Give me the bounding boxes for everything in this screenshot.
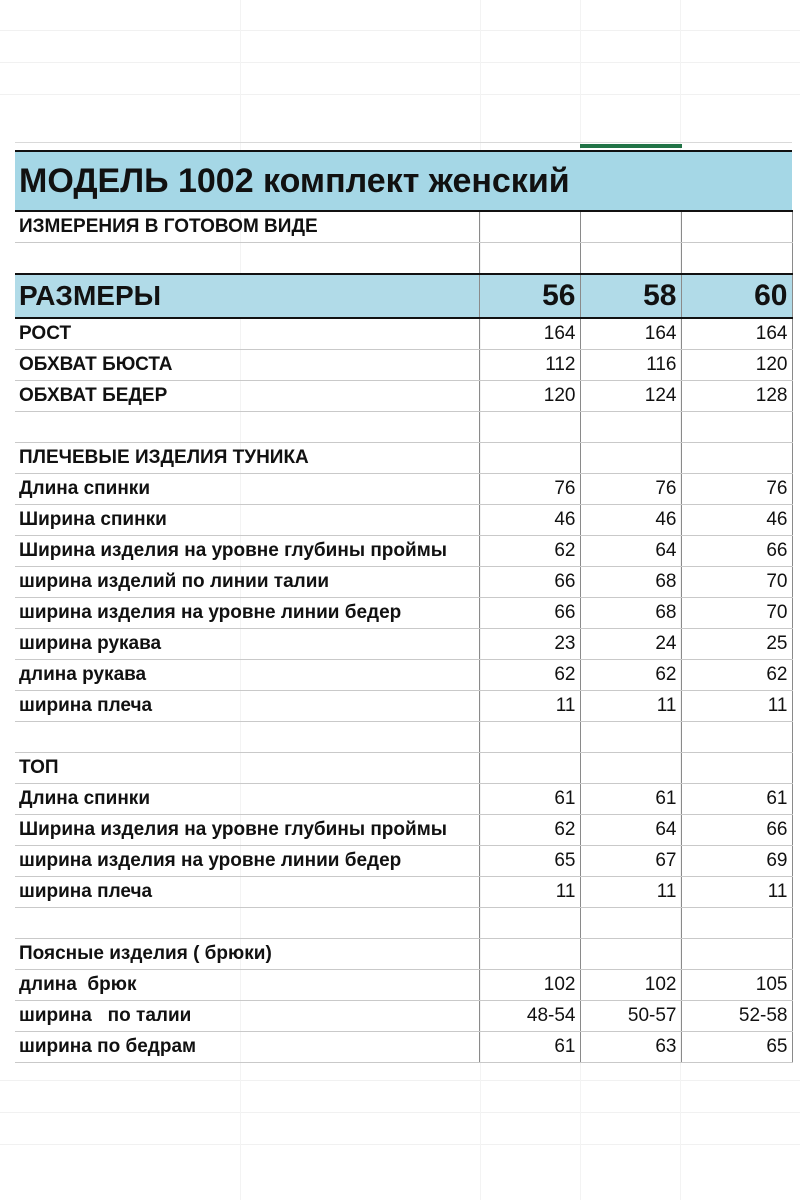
cell-value: 11 [681,691,792,722]
blank-row [15,412,792,443]
blank-row [15,243,792,275]
cell-value: 24 [580,629,681,660]
section-heading-top [15,753,792,784]
cell-value: 76 [479,474,580,505]
cell-value: 66 [681,815,792,846]
table-row [15,784,792,815]
cell-value: 61 [681,784,792,815]
cell-value: 102 [580,970,681,1001]
cell-value: 11 [580,691,681,722]
row-label: Длина спинки [15,784,479,815]
table-row [15,381,792,412]
row-label: ОБХВАТ БЮСТА [15,350,479,381]
table-row [15,1032,792,1063]
measurements-table [15,150,793,1063]
sizes-label: РАЗМЕРЫ [15,274,479,318]
cell-value: 46 [681,505,792,536]
table-row [15,350,792,381]
row-label: ширина по бедрам [15,1032,479,1063]
cell-value: 62 [479,536,580,567]
row-label: ширина плеча [15,877,479,908]
row-label: Ширина изделия на уровне глубины проймы [15,536,479,567]
cell-value: 11 [479,877,580,908]
section-heading-pants [15,939,792,970]
cell-value: 70 [681,567,792,598]
cell-value: 25 [681,629,792,660]
cell-value: 63 [580,1032,681,1063]
row-label: ширина рукава [15,629,479,660]
cell-value: 69 [681,846,792,877]
cell-value: 23 [479,629,580,660]
model-title: МОДЕЛЬ 1002 комплект женский [15,151,792,211]
size-56: 56 [479,274,580,318]
cell-value: 128 [681,381,792,412]
cell-value: 116 [580,350,681,381]
cell-value: 124 [580,381,681,412]
cell-value: 76 [681,474,792,505]
row-label: Ширина изделия на уровне глубины проймы [15,815,479,846]
subtitle-row [15,211,792,243]
row-label: длина брюк [15,970,479,1001]
cell-value: 65 [681,1032,792,1063]
cell-value: 52-58 [681,1001,792,1032]
table-row [15,877,792,908]
table-row [15,970,792,1001]
row-label: ширина изделия на уровне линии бедер [15,598,479,629]
row-label: ширина изделия на уровне линии бедер [15,846,479,877]
cell-value: 105 [681,970,792,1001]
cell-value: 46 [580,505,681,536]
grid-top-line [15,142,792,143]
section-heading: Поясные изделия ( брюки) [15,939,479,970]
row-label: длина рукава [15,660,479,691]
table-row [15,567,792,598]
cell-value: 62 [580,660,681,691]
blank-row [15,908,792,939]
table-row [15,1001,792,1032]
cell-value: 66 [479,567,580,598]
cell-value: 61 [580,784,681,815]
cell-value: 11 [681,877,792,908]
spreadsheet [15,150,792,1063]
cell-value: 112 [479,350,580,381]
cell-value: 102 [479,970,580,1001]
cell-value: 62 [479,815,580,846]
row-label: Длина спинки [15,474,479,505]
table-row [15,598,792,629]
cell-value: 64 [580,536,681,567]
table-row [15,318,792,350]
cell-value: 164 [580,318,681,350]
cell-value: 62 [681,660,792,691]
row-label: РОСТ [15,318,479,350]
table-row [15,846,792,877]
table-row [15,474,792,505]
cell-value: 120 [681,350,792,381]
blank-row [15,722,792,753]
cell-value: 11 [580,877,681,908]
cell-value: 46 [479,505,580,536]
table-row [15,660,792,691]
cell-value: 66 [681,536,792,567]
cell-value: 50-57 [580,1001,681,1032]
table-row [15,505,792,536]
table-row [15,691,792,722]
cell-value: 120 [479,381,580,412]
cell-value: 48-54 [479,1001,580,1032]
cell-value: 68 [580,567,681,598]
cell-value: 76 [580,474,681,505]
subtitle: ИЗМЕРЕНИЯ В ГОТОВОМ ВИДЕ [15,211,479,243]
table-row [15,536,792,567]
cell-value: 11 [479,691,580,722]
cell-value: 67 [580,846,681,877]
row-label: ОБХВАТ БЕДЕР [15,381,479,412]
cell-value: 61 [479,784,580,815]
cell-value: 164 [479,318,580,350]
cell-value: 70 [681,598,792,629]
cell-value: 65 [479,846,580,877]
cell-value: 64 [580,815,681,846]
row-label: Ширина спинки [15,505,479,536]
table-row [15,629,792,660]
sizes-row [15,274,792,318]
cell-value: 62 [479,660,580,691]
row-label: ширина изделий по линии талии [15,567,479,598]
cell-value: 66 [479,598,580,629]
size-58: 58 [580,274,681,318]
selected-column-indicator [580,144,682,148]
table-row [15,815,792,846]
section-heading: ПЛЕЧЕВЫЕ ИЗДЕЛИЯ ТУНИКА [15,443,479,474]
cell-value: 61 [479,1032,580,1063]
cell-value: 68 [580,598,681,629]
section-heading-tunic [15,443,792,474]
section-heading: ТОП [15,753,479,784]
cell-value: 164 [681,318,792,350]
row-label: ширина по талии [15,1001,479,1032]
title-row [15,151,792,211]
size-60: 60 [681,274,792,318]
row-label: ширина плеча [15,691,479,722]
